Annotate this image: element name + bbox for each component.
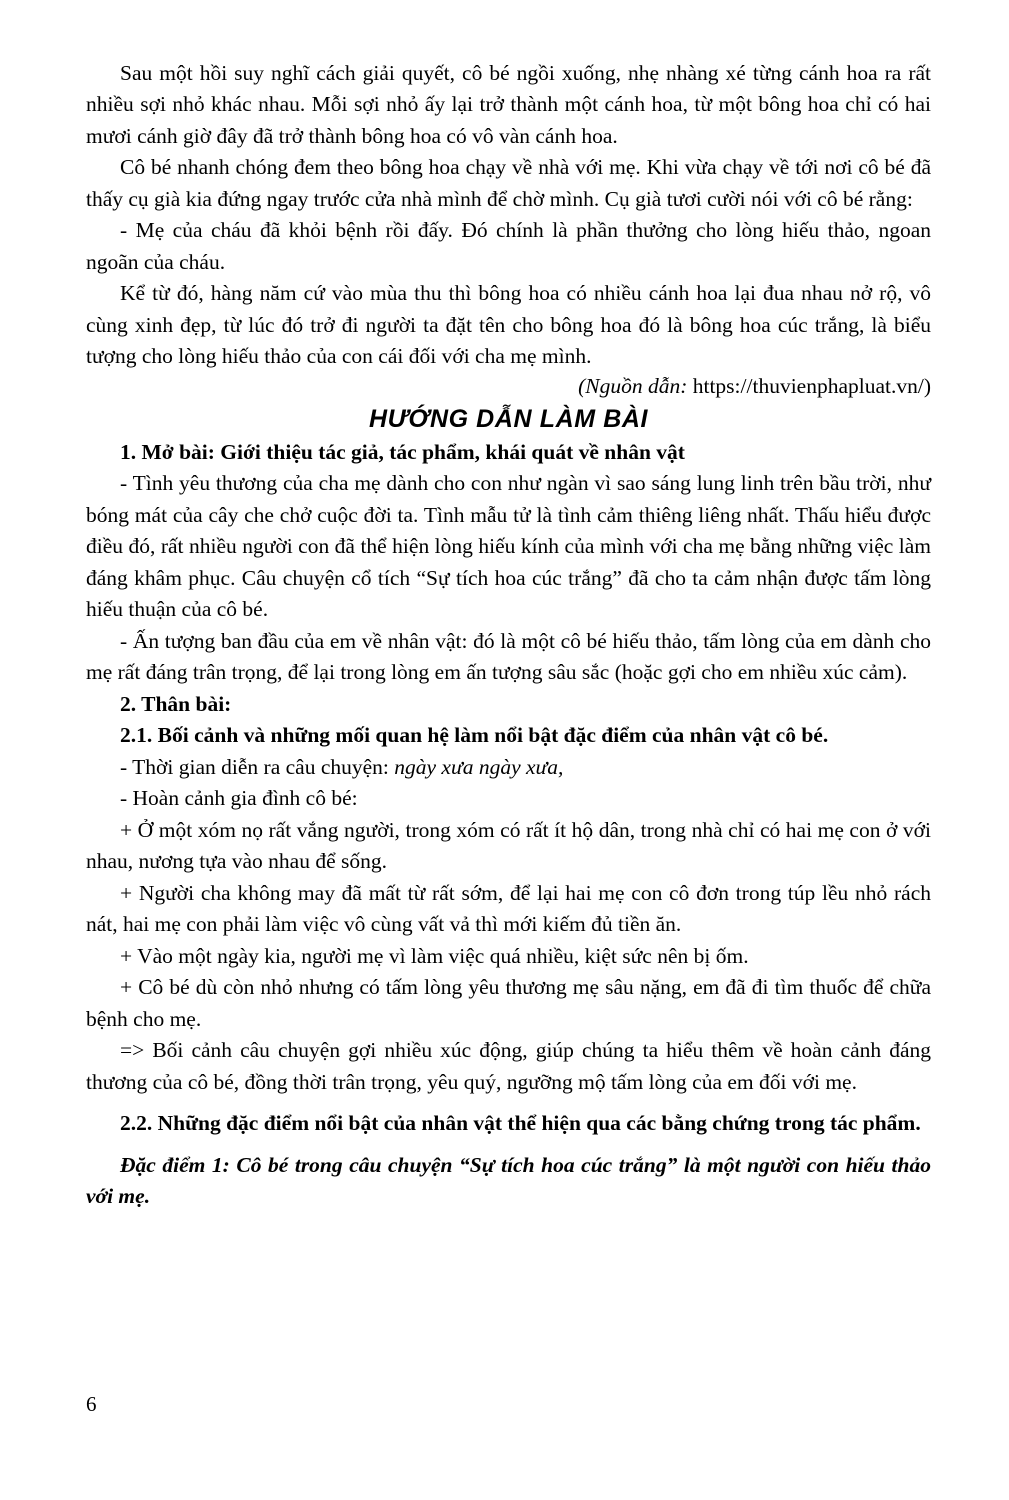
section-2-1-bullet-3: + Vào một ngày kia, người mẹ vì làm việc quá nhiều, kiệt sức nên bị ốm. [120, 943, 749, 968]
page-number: 6 [86, 1392, 97, 1416]
source-citation [86, 374, 931, 399]
section-2-1-conclusion: => Bối cảnh câu chuyện gợi nhiều xúc động, giúp chúng ta hiểu thêm về hoàn cảnh đáng thương của cô bé, đồng thời trân trọng, yêu quý, ngưỡng mộ tấm lòng của em đối với mẹ. [86, 1038, 931, 1094]
story-paragraph-3: - Mẹ của cháu đã khỏi bệnh rồi đấy. Đó chính là phần thưởng cho lòng hiếu thảo, ngoan ngoãn của cháu. [86, 218, 931, 274]
section-2-1-bullet-1: + Ở một xóm nọ rất vắng người, trong xóm có rất ít hộ dân, trong nhà chỉ có hai mẹ con ở với nhau, nương tựa vào nhau để sống. [86, 817, 931, 874]
section-2-1-item-1 [86, 752, 931, 783]
section-1-paragraph-2: - Ấn tượng ban đầu của em về nhân vật: đó là một cô bé hiếu thảo, tấm lòng của em dành cho mẹ rất đáng trân trọng, để lại trong lòng em ấn tượng sâu sắc (hoặc gợi cho em nhiều xúc cảm). [86, 628, 931, 685]
story-paragraph-1: Sau một hồi suy nghĩ cách giải quyết, cô bé ngồi xuống, nhẹ nhàng xé từng cánh hoa ra rất nhiều sợi nhỏ khác nhau. Mỗi sợi nhỏ ấy lại trở thành một cánh hoa, từ một bông hoa chỉ có hai mươi cánh giờ đây đã trở thành bông hoa có vô vàn cánh hoa. [86, 61, 931, 148]
section-2-heading: 2. Thân bài: [120, 691, 232, 716]
story-paragraph-2: Cô bé nhanh chóng đem theo bông hoa chạy về nhà với mẹ. Khi vừa chạy về tới nơi cô bé đã thấy cụ già kia đứng ngay trước cửa nhà mình để chờ mình. Cụ già tươi cười nói với cô bé rằng: [86, 155, 931, 211]
item-1-plain: - Thời gian diễn ra câu chuyện: [120, 754, 395, 779]
section-1-heading [86, 437, 931, 468]
story-paragraph-4: Kể từ đó, hàng năm cứ vào mùa thu thì bông hoa có nhiều cánh hoa lại đua nhau nở rộ, vô cùng xinh đẹp, từ lúc đó trở đi người ta đặt tên cho bông hoa đó là bông hoa cúc trắng, là biểu tượng cho lòng hiếu thảo của con cái đối với cha mẹ mình. [86, 281, 931, 369]
section-2-1-bullet-2: + Người cha không may đã mất từ rất sớm, để lại hai mẹ con cô đơn trong túp lều nhỏ rách nát, hai mẹ con phải làm việc vô cùng vất vả thì mới kiếm đủ tiền ăn. [86, 880, 931, 937]
section-2-2-heading: 2.2. Những đặc điểm nổi bật của nhân vật thể hiện qua các bằng chứng trong tác phẩm. [120, 1111, 921, 1136]
section-2-1-heading: 2.1. Bối cảnh và những mối quan hệ làm nổi bật đặc điểm của nhân vật cô bé. [120, 723, 829, 748]
section-2-1-item-2: - Hoàn cảnh gia đình cô bé: [120, 786, 358, 811]
section-1 [86, 437, 931, 689]
section-1-paragraph-1: - Tình yêu thương của cha mẹ dành cho con như ngàn vì sao sáng lung linh trên bầu trời, như bóng mát của cây che chở cuộc đời ta. Tình mẫu tử là tình cảm thiêng liêng nhất. Thấu hiểu được điều đó, rất nhiều người con đã thể hiện lòng hiếu kính của mình với cha mẹ bằng những việc làm đáng khâm phục. Câu chuyện cổ tích “Sự tích hoa cúc trắng” đã cho ta cảm nhận được tấm lòng hiếu thuận của cô bé. [86, 471, 931, 622]
section-1-heading-text: Giới thiệu tác giả, tác phẩm, khái quát về nhân vật [214, 439, 685, 464]
section-1-heading-number: 1. Mở bài: [120, 439, 215, 464]
section-2-2-feature-1: Đặc điểm 1: Cô bé trong câu chuyện “Sự tích hoa cúc trắng” là một người con hiếu thảo với mẹ. [86, 1152, 931, 1208]
source-url: https://thuvienphapluat.vn/) [687, 373, 931, 398]
story-section [86, 58, 931, 373]
section-2 [86, 689, 931, 1213]
source-label: (Nguồn dẫn: [578, 373, 688, 398]
item-1-italic: ngày xưa ngày xưa, [394, 754, 564, 779]
guide-title: HƯỚNG DẪN LÀM BÀI [368, 404, 649, 433]
section-2-1-bullet-4: + Cô bé dù còn nhỏ nhưng có tấm lòng yêu thương mẹ sâu nặng, em đã đi tìm thuốc để chữa bệnh cho mẹ. [86, 975, 931, 1031]
